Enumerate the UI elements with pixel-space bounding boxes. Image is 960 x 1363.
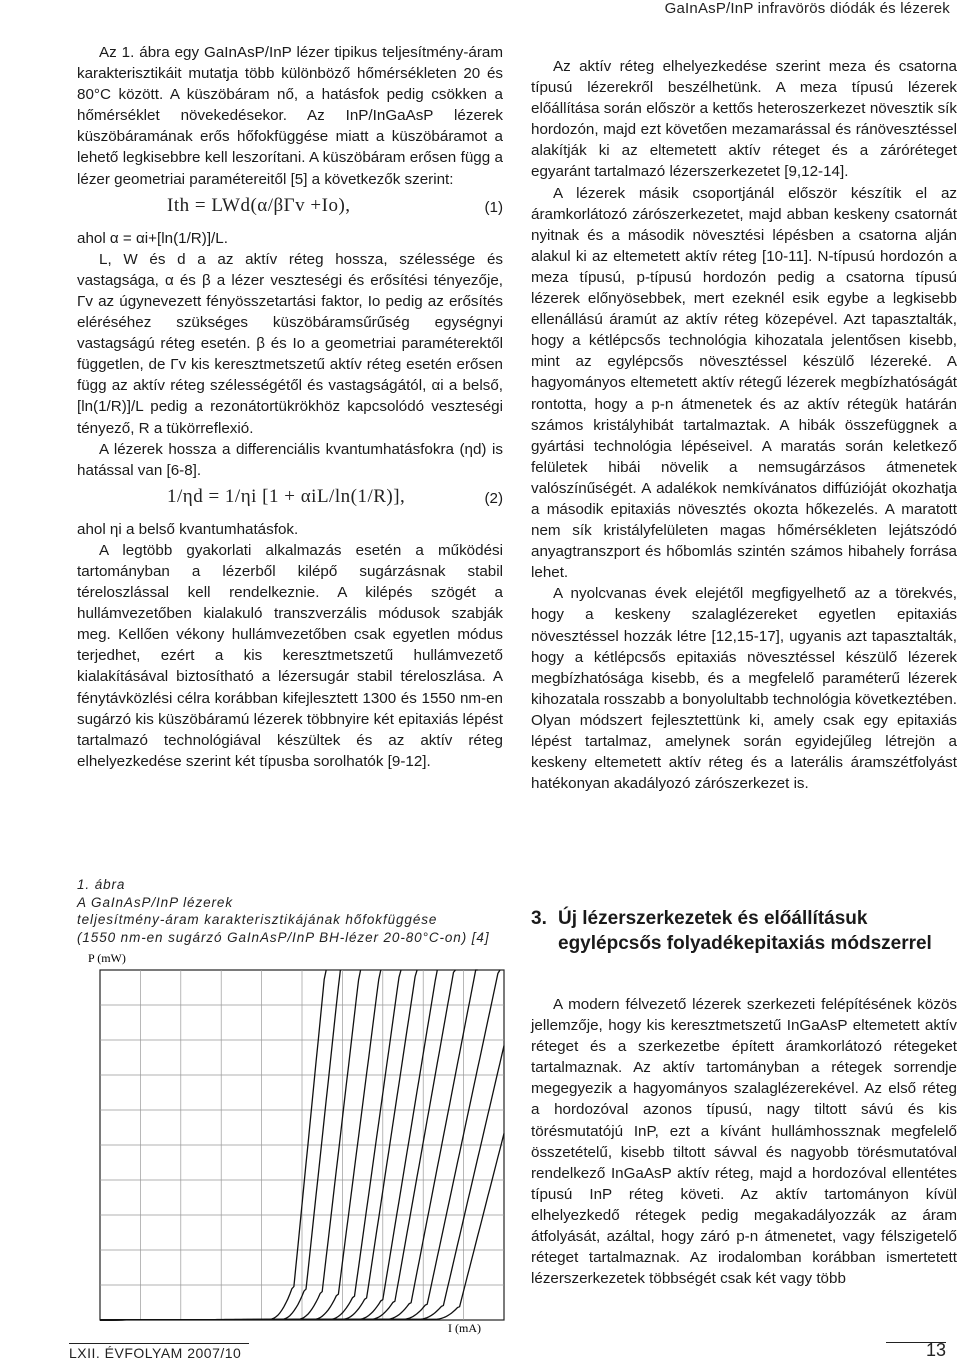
paragraph: A lézerek másik csoportjánál először készítik el az áramkorlátozó zárószerkezetet, majd abban keskeny csatornát nyitnak és a második növesztési lépésben a csatorna alján alakul ki az eltemetett aktív réteg [10-11]. N-típusú hordozón a meza típusú, p-típusú hordozón pedig a csatorna típusú lézerek előnyösebbek, mert ezeknél esik egybe a legkisebb ellenállású áramút az aktív réteg közepével. Azt tapasztalták, hogy a kétlépcsős technológia kihozatala jelentősen kisebb, mint az egylépcsős növesztéssel készülő lézereké. A hagyományos eltemetett aktív rétegű lézerek megbízhatóságát rontotta, hogy a p-n átmenetek és az aktív rétegük határán számos kristályhibát tartalmaztak. A hibák összefüggnek a gyártási technológia lépéseivel. A maratás során keletkező felületek hibái növelik a nemsugárzásos átmenetek valószínűségét. A adalékok nemkívánatos diffúzióját okozhatja a második epitaxiás növesztés okozta hőkezelés. A maratott nem sík kristályfelületen magas hőmérsékleten lejátszódó anyagtranszport és hőbomlás szintén számos hibahely forrása lehet.: [531, 184, 957, 582]
right-column: [531, 56, 957, 794]
caption-line: A GaInAsP/InP lézerek: [77, 894, 233, 910]
header-title: GaInAsP/InP infravörös diódák és lézerek: [664, 0, 950, 17]
section-number: 3.: [531, 908, 547, 929]
section-title: Új lézerszerkezetek és előállításuk egylépcsős folyadékepitaxiás módszerrel: [558, 908, 932, 954]
running-header: [0, 0, 950, 22]
footer-journal: LXII. ÉVFOLYAM 2007/10: [69, 1345, 242, 1361]
footer-rule: [69, 1343, 249, 1344]
right-column-lower: [531, 994, 957, 1289]
paragraph: A nyolcvanas évek elejétől megfigyelhető az a törekvés, hogy a keskeny szalaglézereket egyetlen epitaxiás növesztéssel hozzák létre [12,15-17], ugyanis azt tapasztalták, hogy a kétlépcsős epitaxiás növesztéssel készülő lézerek megbízhatósága kisebb, és a megfelelő paraméterű lézerek kihozatala rosszabb a bonyolultabb technológia következtében. Olyan módszert fejlesztettünk ki, amely csak egy epitaxiás lépést tartalmaz, amelynek során egyidejűleg létrejön a keskeny eltemetett aktív réteg és a laterális áramszétfolyást hatékonyan akadályozó zárószerkezet is.: [531, 585, 957, 793]
caption-line: teljesítmény-áram karakterisztikájának hőfokfüggése: [77, 912, 438, 927]
pi-chart: [86, 948, 518, 1336]
page-number: 13: [925, 1340, 946, 1360]
paragraph: A modern félvezető lézerek szerkezeti felépítésének közös jellemzője, hogy kis keresztmetszetű InGaAsP eltemetett aktív réteget és a szerkezetbe épített áramkorlátozó rétegeket tartalmaznak. Az aktív tartományban a rétegek sorrendje megegyezik a hagyományos szalaglézerekével. Az első réteg a hordozóval azonos típusú, nagy tiltott sávú és kis törésmutatójú InP, ezt a kívánt hullámhossznak megfelelő összetételű, kisebb tiltott sávval és nagyobb törésmutatóval rendelkező InGaAsP aktív réteg, majd a hordozóval ellentétes típusú InP réteg követi. Az aktív tartományon kívül elhelyezkedő rétegek pedig megakadályozzák az áram átfolyását, azáltal, hogy záró p-n átmenetet, vagy félszigetelő réteget tartalmaznak. Az irodalomban korábban ismertetett lézerszerkezetek többségét csak két vagy több: [531, 996, 957, 1288]
equation-2-text: 1/ηd = 1/ηi [1 + αiL/ln(1/R)],: [167, 485, 406, 507]
section-heading: [531, 906, 951, 956]
figure-caption: [77, 876, 517, 946]
x-axis-label: I (mA): [448, 1321, 481, 1335]
paragraph: ahol α = αi+[ln(1/R)]/L.: [77, 229, 228, 247]
paragraph: A legtöbb gyakorlati alkalmazás esetén a működési tartományban a lézerből kilépő sugárzásnak stabil téreloszlással kell rendelkeznie. A kilépés szögét a hullámvezetőben kialakuló transzverzális módusok szabják meg. Kellően vékony hullámvezetőben csak egyetlen módus terjedhet, ezért a kis keresztmetszetű hullámvezető kialakításával biztosítható a lézersugár stabil téreloszlása. A fénytávközlési célra korábban kifejlesztett 1300 és 1550 nm-en sugárzó kis küszöbáramú lézerek többnyire két epitaxiás lépést tartalmazó technológiával készültek és az aktív réteg elhelyezkedése szerint két típusba sorolhatók [9-12].: [77, 541, 503, 770]
left-column: [77, 42, 503, 772]
y-axis-label: P (mW): [88, 951, 126, 965]
paragraph: Az 1. ábra egy GaInAsP/InP lézer tipikus teljesítmény-áram karakterisztikáit mutatja több különböző hőmérsékleten 20 és 80°C között. A küszöbáram nő, a hatásfok pedig csökken a hőmérséklet növekedésekor. Az InP/InGaAsP lézerek küszöbáramának erős hőfokfüggése miatt a küszöbáramot a lehető legkisebbre kell leszorítani. A küszöbáram erősen függ a lézer geometriai paramétereitől [5] a következők szerint:: [77, 44, 503, 188]
caption-line: 1. ábra: [77, 877, 126, 892]
equation-1-number: (1): [484, 198, 503, 216]
equation-1-text: Ith = LWd(α/βΓv +Io),: [167, 194, 351, 216]
chart-svg: [86, 948, 518, 1336]
equation-1: [77, 193, 503, 223]
paragraph: L, W és d a az aktív réteg hossza, szélessége és vastagsága, α és β a lézer veszteségi és erősítési tényezője, Γv az úgynevezett fényösszetartási faktor, Io pedig az erősítés eléréséhez szükséges küszöbáramsűrűség egységnyi vastagságú réteg esetén. β és Io a geometriai paraméterektől független, de Γv kis keresztmetszetű aktív réteg esetén erősen függ az aktív réteg szélességétől és vastagságától, αi a belső, [ln(1/R)]/L pedig a rezonátortükrökhöz kapcsolódó veszteségi tényező, R a tükörreflexió.: [77, 250, 503, 437]
equation-2: [77, 484, 503, 514]
paragraph: ahol ηi a belső kvantumhatásfok.: [77, 520, 299, 538]
paragraph: A lézerek hossza a differenciális kvantumhatásfokra (ηd) is hatással van [6-8].: [77, 440, 503, 479]
equation-2-number: (2): [484, 489, 503, 507]
caption-line: (1550 nm-en sugárzó GaInAsP/InP BH-lézer 20-80°C-on) [4]: [77, 929, 490, 945]
paragraph: Az aktív réteg elhelyezkedése szerint meza és csatorna típusú lézerekről beszélhetünk. A meza típusú lézerek előállítása során először a kettős heteroszerkezet növesztik sík hordozón, majd ezt követően mezamarással és ránövesztéssel alakítják ki az eltemetett aktív réteget és a záróréteget egyaránt tartalmazó lézerszerkezetet [9,12-14].: [531, 58, 957, 181]
